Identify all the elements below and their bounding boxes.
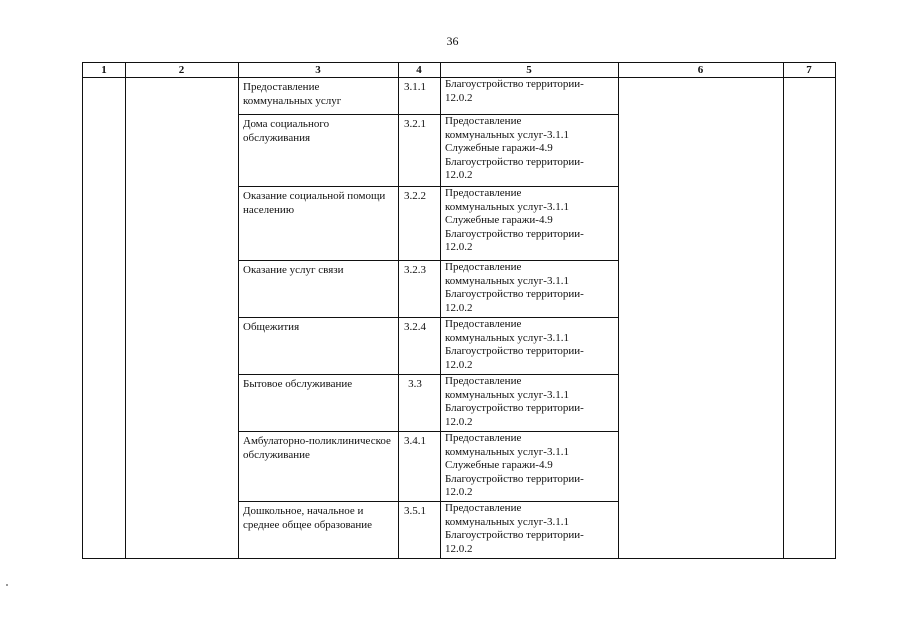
row-name: Предоставление коммунальных услуг xyxy=(243,81,342,107)
header-col-4: 4 xyxy=(416,64,422,76)
row-code: 3.5.1 xyxy=(404,505,426,517)
column-divider xyxy=(125,63,126,558)
related-line: Благоустройство территории- xyxy=(445,288,584,301)
row-related xyxy=(445,318,615,372)
related-line: коммунальных услуг-3.1.1 xyxy=(445,331,569,344)
row-name: Дошкольное, начальное и среднее общее образование xyxy=(243,505,373,531)
row-code: 3.2.2 xyxy=(404,190,426,202)
row-name: Общежития xyxy=(243,321,300,333)
related-line: Предоставление xyxy=(445,115,522,127)
row-related xyxy=(445,187,615,255)
related-line: Предоставление xyxy=(445,432,522,444)
related-line: Благоустройство территории- xyxy=(445,472,584,485)
related-line: Благоустройство территории- xyxy=(445,345,584,358)
row-code: 3.2.4 xyxy=(404,321,426,333)
related-line: 12.0.2 xyxy=(445,542,473,555)
row-related xyxy=(445,502,615,556)
header-col-5: 5 xyxy=(526,64,532,76)
related-line: 12.0.2 xyxy=(445,169,473,182)
page-number: 36 xyxy=(446,34,459,48)
related-line: Благоустройство территории- xyxy=(445,155,584,168)
column-divider xyxy=(783,63,784,558)
related-line: Служебные гаражи-4.9 xyxy=(445,459,553,472)
table-row xyxy=(238,260,618,318)
row-related xyxy=(445,432,615,500)
row-related xyxy=(445,261,615,315)
row-name: Амбулаторно-поликлиническое обслуживание xyxy=(243,435,391,461)
header-col-7: 7 xyxy=(806,64,812,76)
header-col-1: 1 xyxy=(101,64,107,76)
column-divider xyxy=(618,63,619,558)
row-code: 3.2.1 xyxy=(404,118,426,130)
row-name: Оказание услуг связи xyxy=(243,264,344,276)
row-name: Бытовое обслуживание xyxy=(243,378,353,390)
row-name: Дома социального обслуживания xyxy=(243,118,330,144)
related-line: Благоустройство территории- xyxy=(445,227,584,240)
regulation-table xyxy=(82,62,836,559)
row-related xyxy=(445,78,615,105)
header-col-6: 6 xyxy=(697,64,704,76)
row-code: 3.3 xyxy=(408,378,422,390)
related-line: 12.0.2 xyxy=(445,301,473,314)
related-line: Предоставление xyxy=(445,318,522,330)
table-row xyxy=(238,114,618,187)
table-row xyxy=(238,186,618,261)
row-related xyxy=(445,375,615,429)
related-line: коммунальных услуг-3.1.1 xyxy=(445,445,569,458)
related-line: Служебные гаражи-4.9 xyxy=(445,142,553,155)
row-related xyxy=(445,115,615,183)
header-col-2: 2 xyxy=(178,64,185,76)
table-row xyxy=(238,501,618,559)
related-line: Благоустройство территории- xyxy=(445,402,584,415)
related-line: коммунальных услуг-3.1.1 xyxy=(445,388,569,401)
related-line: 12.0.2 xyxy=(445,486,473,499)
row-code: 3.1.1 xyxy=(404,81,426,93)
related-line: Благоустройство территории- xyxy=(445,529,584,542)
related-line: Благоустройство территории- xyxy=(445,78,584,90)
related-line: 12.0.2 xyxy=(445,241,473,254)
related-line: 12.0.2 xyxy=(445,358,473,371)
row-name: Оказание социальной помощи населению xyxy=(243,190,386,216)
related-line: Служебные гаражи-4.9 xyxy=(445,214,553,227)
related-line: 12.0.2 xyxy=(445,415,473,428)
related-line: Предоставление xyxy=(445,375,522,387)
table-row xyxy=(238,374,618,432)
row-code: 3.2.3 xyxy=(404,264,426,276)
table-row xyxy=(238,431,618,502)
related-line: 12.0.2 xyxy=(445,91,473,104)
related-line: Предоставление xyxy=(445,187,522,199)
table-header-row xyxy=(83,63,835,78)
related-line: Предоставление xyxy=(445,261,522,273)
row-code: 3.4.1 xyxy=(404,435,426,447)
related-line: Предоставление xyxy=(445,502,522,514)
related-line: коммунальных услуг-3.1.1 xyxy=(445,200,569,213)
header-col-3: 3 xyxy=(315,64,321,76)
related-line: коммунальных услуг-3.1.1 xyxy=(445,515,569,528)
related-line: коммунальных услуг-3.1.1 xyxy=(445,128,569,141)
table-row xyxy=(238,78,618,114)
related-line: коммунальных услуг-3.1.1 xyxy=(445,274,569,287)
table-row xyxy=(238,317,618,375)
scan-artifact xyxy=(6,584,8,586)
